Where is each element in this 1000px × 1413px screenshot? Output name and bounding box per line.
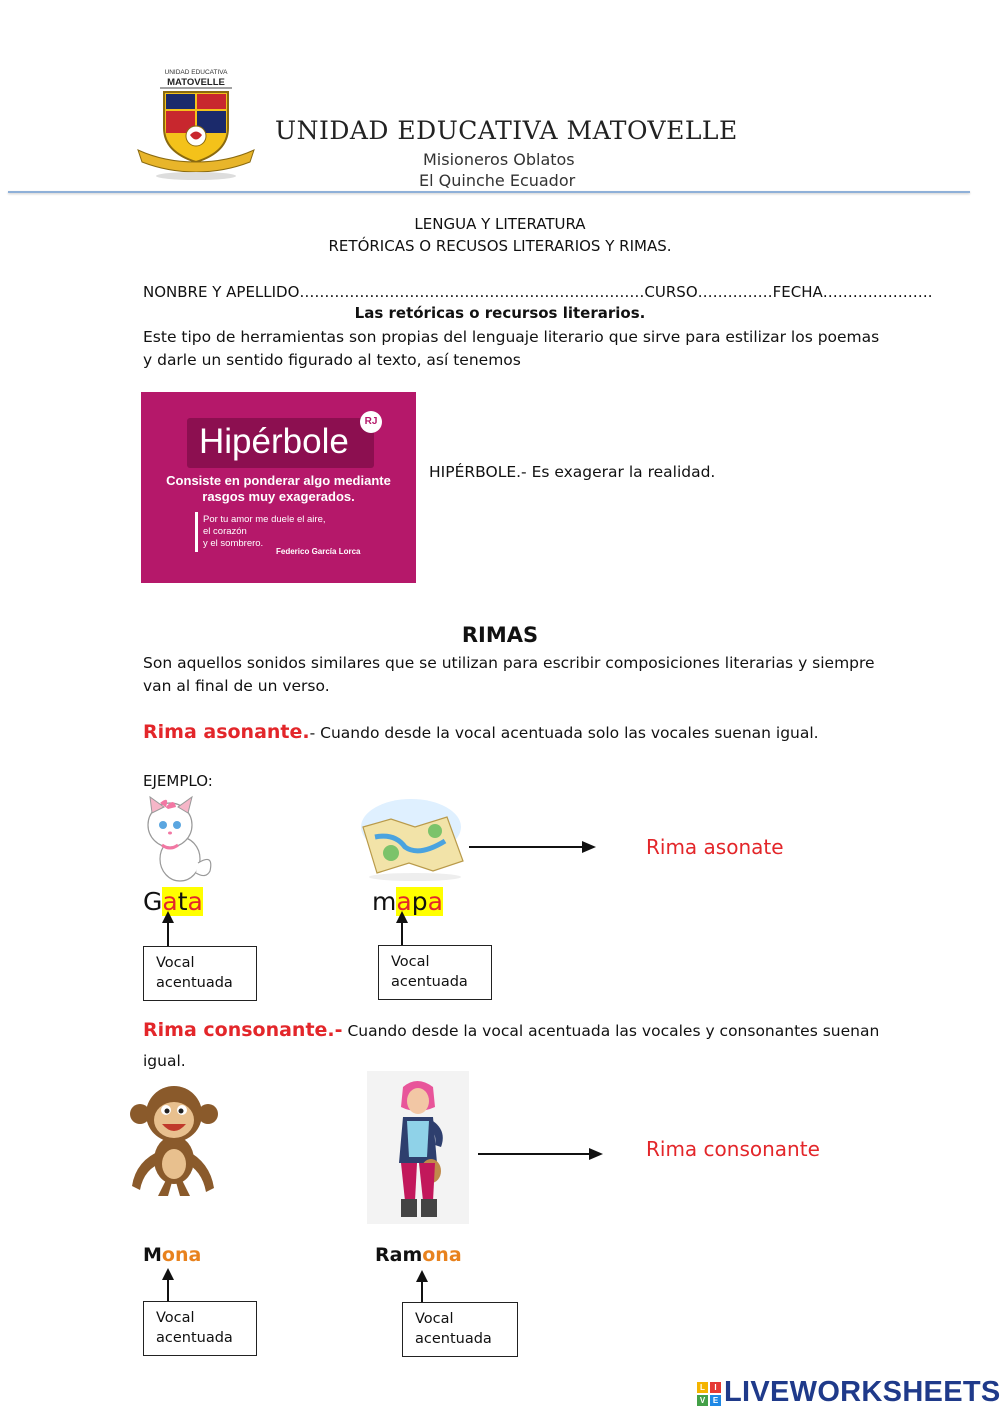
example-label: EJEMPLO: bbox=[143, 772, 213, 790]
school-name: UNIDAD EDUCATIVA MATOVELLE bbox=[275, 116, 738, 145]
consonante-result-arrowhead bbox=[589, 1148, 603, 1160]
intro-line-2: y darle un sentido figurado al texto, así tenemos bbox=[143, 351, 521, 369]
intro-line-1: Este tipo de herramientas son propias del lenguaje literario que sirve para estilizar los poemas bbox=[143, 328, 880, 346]
word-ramona-part-1: Ram bbox=[375, 1244, 423, 1266]
box-line-2: acentuada bbox=[156, 975, 233, 991]
rimas-desc-line-2: van al final de un verso. bbox=[143, 677, 330, 695]
box-line-1: Vocal bbox=[391, 954, 430, 970]
box-line-2: acentuada bbox=[156, 1330, 233, 1346]
hiperbole-card-quote-3: y el sombrero. bbox=[203, 538, 264, 549]
asonante-result-arrowhead bbox=[582, 841, 596, 853]
hiperbole-card-author: Federico García Lorca bbox=[276, 547, 361, 556]
hiperbole-card-desc-2: rasgos muy exagerados. bbox=[202, 489, 355, 504]
mark-letter-l: L bbox=[697, 1382, 708, 1393]
section-title: Las retóricas o recursos literarios. bbox=[354, 304, 646, 322]
mark-letter-i: I bbox=[710, 1382, 721, 1393]
mark-letter-e: E bbox=[710, 1395, 721, 1406]
word-gata-vowel-2: a bbox=[187, 887, 203, 916]
ramona-arrow-line bbox=[421, 1280, 423, 1303]
subject-line-1: LENGUA Y LITERATURA bbox=[414, 215, 586, 233]
word-mapa-vowel-1: a bbox=[396, 887, 412, 916]
crest-text-name: MATOVELLE bbox=[167, 77, 225, 88]
name-course-date-line: NONBRE Y APELLIDO……………………………………………………………CURSO……………FECHA…………………. bbox=[143, 283, 933, 301]
consonante-heading bbox=[143, 1019, 879, 1041]
rimas-desc-line-1: Son aquellos sonidos similares que se utilizan para escribir composiciones literarias y siempre bbox=[143, 654, 875, 672]
asonante-label: Rima asonante. bbox=[143, 721, 310, 743]
vocal-acentuada-box-gata bbox=[143, 946, 257, 1001]
box-line-1: Vocal bbox=[156, 955, 195, 971]
word-ramona-rhyme: ona bbox=[422, 1244, 462, 1266]
gata-arrow-line bbox=[167, 921, 169, 947]
word-mapa-part-1: m bbox=[372, 887, 397, 916]
map-illustration bbox=[355, 797, 468, 882]
rimas-title: RIMAS bbox=[461, 623, 539, 647]
word-gata-vowel-1: a bbox=[162, 887, 178, 916]
hiperbole-card-title: Hipérbole bbox=[199, 422, 349, 461]
hiperbole-definition: HIPÉRBOLE.- Es exagerar la realidad. bbox=[429, 463, 716, 481]
word-mapa-vowel-2: a bbox=[427, 887, 443, 916]
header-divider bbox=[8, 191, 970, 193]
word-ramona bbox=[375, 1244, 462, 1266]
asonante-heading bbox=[143, 721, 819, 743]
consonante-result-label: Rima consonante bbox=[646, 1137, 820, 1161]
word-gata-part-3: t bbox=[177, 887, 188, 916]
school-crest-logo bbox=[134, 66, 258, 182]
word-mona-part-1: M bbox=[143, 1244, 162, 1266]
consonante-definition-line-2: igual. bbox=[143, 1052, 186, 1070]
mapa-arrow-line bbox=[401, 921, 403, 946]
cat-illustration bbox=[140, 793, 216, 885]
hiperbole-card-image bbox=[141, 392, 416, 583]
box-line-1: Vocal bbox=[415, 1311, 454, 1327]
word-mona-rhyme: ona bbox=[161, 1244, 202, 1266]
hiperbole-card-quote-bar bbox=[195, 512, 198, 552]
consonante-result-arrow-line bbox=[478, 1153, 590, 1155]
mona-arrow-line bbox=[167, 1278, 169, 1302]
hiperbole-card-quote-1: Por tu amor me duele el aire, bbox=[203, 514, 326, 525]
liveworksheets-mark-icon bbox=[697, 1382, 721, 1406]
liveworksheets-brand-text: LIVEWORKSHEETS bbox=[724, 1376, 1000, 1408]
vocal-acentuada-box-mapa bbox=[378, 945, 492, 1000]
word-gata-part-1: G bbox=[143, 887, 163, 916]
subject-line-2: RETÓRICAS O RECUSOS LITERARIOS Y RIMAS. bbox=[328, 237, 672, 255]
vocal-acentuada-box-ramona bbox=[402, 1302, 518, 1357]
asonante-definition: - Cuando desde la vocal acentuada solo las vocales suenan igual. bbox=[309, 724, 819, 742]
school-subtitle-2: El Quinche Ecuador bbox=[419, 171, 576, 190]
crest-text-top: UNIDAD EDUCATIVA bbox=[164, 69, 228, 76]
word-mapa-part-3: p bbox=[411, 887, 428, 916]
mark-letter-v: V bbox=[697, 1395, 708, 1406]
monkey-illustration bbox=[126, 1080, 224, 1200]
hiperbole-card-quote-2: el corazón bbox=[203, 526, 247, 537]
hiperbole-card-desc-1: Consiste en ponderar algo mediante bbox=[166, 473, 391, 488]
box-line-1: Vocal bbox=[156, 1310, 195, 1326]
asonante-result-label: Rima asonate bbox=[646, 835, 784, 859]
hiperbole-card-badge: RJ bbox=[360, 411, 382, 433]
box-line-2: acentuada bbox=[415, 1331, 492, 1347]
word-mona bbox=[143, 1244, 201, 1266]
consonante-definition: Cuando desde la vocal acentuada las vocales y consonantes suenan bbox=[342, 1022, 880, 1040]
vocal-acentuada-box-mona bbox=[143, 1301, 257, 1356]
girl-illustration bbox=[367, 1071, 469, 1224]
asonante-result-arrow-line bbox=[469, 846, 583, 848]
consonante-label: Rima consonante.- bbox=[143, 1019, 343, 1041]
box-line-2: acentuada bbox=[391, 974, 468, 990]
school-subtitle-1: Misioneros Oblatos bbox=[423, 150, 575, 169]
